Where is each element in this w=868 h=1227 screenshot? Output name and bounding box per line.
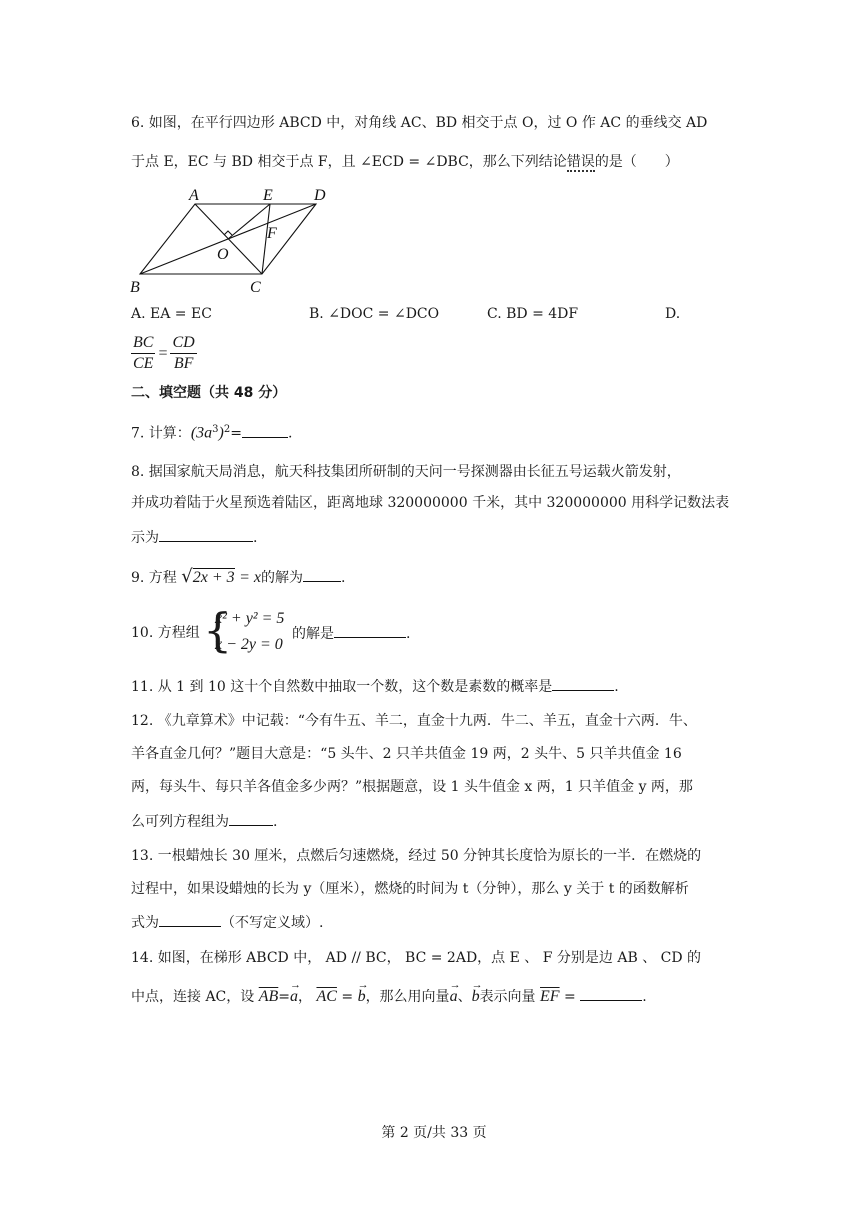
q8-answer-blank[interactable] [159, 527, 253, 542]
q7-close-paren: ) [218, 424, 224, 442]
right-angle-mark [224, 231, 232, 235]
vector-a: → a [290, 987, 298, 1007]
q14-eq-a: = [278, 989, 291, 1005]
vector-a-ref: → a [450, 987, 458, 1007]
q9-answer-blank[interactable] [303, 567, 341, 582]
q12-line2: 羊各直金几何？”题目大意是：“5 头牛、2 只羊共值金 19 两，2 头牛、5 只羊共值金 16 [131, 746, 682, 762]
q11-text: 11. 从 1 到 10 这十个自然数中抽取一个数，这个数是素数的概率是 [131, 679, 553, 695]
fraction-cd-bf [170, 333, 196, 374]
vector-ab: $\overline{AB}$ [258, 988, 279, 1005]
option-c [487, 306, 578, 322]
q11 [131, 676, 619, 697]
denominator-bf: BF [173, 355, 194, 372]
parallelogram-figure [125, 182, 340, 300]
sqrt-icon: √ [181, 566, 193, 587]
page-footer: 第 2 页/共 33 页 [381, 1125, 487, 1141]
vector-ef: $\overline{EF}$ [540, 988, 560, 1005]
q14-end: . [642, 989, 647, 1005]
perpendicular-oe [228, 204, 270, 239]
q7-answer-blank[interactable] [242, 423, 288, 438]
label-C: C [250, 279, 261, 296]
q6-emphasis-wrong: 错误 [566, 154, 595, 170]
label-E: E [263, 187, 273, 204]
q7-expression: (3a [190, 424, 213, 442]
label-F: F [267, 225, 277, 242]
q13-line1: 13. 一根蜡烛长 30 厘米，点燃后匀速燃烧，经过 50 分钟其长度恰为原长的一半．在燃烧的 [131, 848, 702, 864]
q10-suffix-line [292, 623, 410, 644]
q14-line2-c: 表示向量 [479, 989, 536, 1005]
q14-eq-end: = [559, 989, 581, 1005]
option-d-formula [131, 333, 197, 374]
denominator-ce: CE [133, 355, 154, 372]
q10-end: . [406, 626, 411, 642]
q10-answer-blank[interactable] [334, 623, 406, 638]
q14-sep: 、 [457, 989, 472, 1005]
q14-eq-b: = [336, 989, 358, 1005]
q14-line1: 14. 如图，在梯形 ABCD 中， AD // BC， BC = 2AD，点 E 、 F 分别是边 AB 、 CD 的 [131, 950, 702, 966]
q13-line3 [131, 912, 323, 933]
label-D: D [314, 187, 326, 204]
option-a-text: A. EA = EC [131, 306, 212, 322]
q9-radicand: 2x + 3 [192, 569, 235, 586]
q10-eq2: x − 2y = 0 [215, 636, 283, 653]
q6-line2-c: 的是（ ） [594, 154, 679, 170]
option-b [309, 306, 439, 322]
q10-suffix: 的解是 [292, 626, 334, 642]
label-B: B [130, 279, 140, 296]
q11-end: . [614, 679, 619, 695]
q6-line2-a: 于点 E，EC 与 BD 相交于点 F，且 ∠ECD = ∠DBC，那么下列结论 [131, 154, 567, 170]
q9-end: . [341, 570, 346, 586]
q14-line2-a: 中点，连接 AC，设 [131, 989, 255, 1005]
q12-line3: 两，每头牛、每只羊各值金多少两？”根据题意，设 1 头牛值金 x 两，1 只羊值金 y 两，那 [131, 779, 693, 795]
q9-prefix: 9. 方程 [131, 570, 177, 586]
q8-end: . [253, 530, 258, 546]
fraction-bc-ce [131, 333, 155, 374]
q9 [131, 567, 345, 588]
q7 [131, 420, 292, 444]
option-b-text: B. ∠DOC = ∠DCO [309, 306, 440, 322]
q6-line1: 6. 如图，在平行四边形 ABCD 中，对角线 AC、BD 相交于点 O，过 O 作 AC 的垂线交 AD [131, 115, 708, 131]
q14-comma: ， [298, 989, 313, 1005]
vector-ac: $\overline{AC}$ [316, 988, 337, 1005]
q13-line3-suffix: （不写定义域）. [221, 915, 324, 931]
q10-prefix: 10. 方程组 [131, 625, 200, 641]
numerator-bc: BC [131, 333, 155, 354]
q12-line4-text: 么可列方程组为 [131, 814, 229, 830]
q8-line2: 并成功着陆于火星预选着陆区，距离地球 320000000 千米，其中 320000000 用科学记数法表 [131, 495, 730, 511]
label-O: O [217, 246, 229, 263]
q8-line3-text: 示为 [131, 530, 159, 546]
q7-end: . [287, 425, 293, 442]
q12-end: . [273, 814, 278, 830]
q10-prefix-line [131, 623, 200, 643]
q7-equals: = [230, 425, 242, 442]
q7-prefix: 7. 计算： [131, 425, 191, 442]
q14-answer-blank[interactable] [580, 986, 642, 1001]
option-d [665, 306, 680, 322]
q12-line1: 12. 《九章算术》中记载：“今有牛五、羊二，直金十九两．牛二、羊五，直金十六两．牛、 [131, 713, 697, 729]
q9-equation-rhs: = x [239, 569, 262, 586]
q13-line3-prefix: 式为 [131, 915, 159, 931]
q10-eq1: x² + y² = 5 [215, 610, 285, 627]
option-d-text: D. [665, 306, 681, 322]
q13-answer-blank[interactable] [159, 912, 221, 927]
q14-line2 [131, 986, 647, 1007]
q12-answer-blank[interactable] [229, 811, 273, 826]
q12-line4 [131, 811, 277, 832]
label-A: A [189, 187, 199, 204]
option-a [131, 306, 212, 322]
numerator-cd: CD [170, 333, 196, 354]
q9-suffix: 的解为 [261, 570, 304, 586]
q6-line2 [131, 152, 679, 172]
section-heading-fill-blank: 二、填空题（共 48 分） [131, 385, 287, 401]
vector-b: → b [358, 987, 366, 1007]
q14-line2-b: ，那么用向量 [365, 989, 450, 1005]
option-c-text: C. BD = 4DF [487, 306, 579, 322]
equals-sign: = [158, 344, 168, 362]
vector-b-ref: → b [472, 987, 480, 1007]
brace-icon: { [203, 603, 233, 657]
q8-line1: 8. 据国家航天局消息，航天科技集团所研制的天问一号探测器由长征五号运载火箭发射， [131, 464, 681, 480]
q8-line3 [131, 527, 257, 548]
q7-exp-outer: 2 [223, 424, 231, 435]
q7-exp-inner: 3 [212, 424, 219, 435]
q13-line2: 过程中，如果设蜡烛的长为 y（厘米），燃烧的时间为 t（分钟），那么 y 关于 t 的函数解析 [131, 881, 689, 897]
q11-answer-blank[interactable] [552, 676, 614, 691]
